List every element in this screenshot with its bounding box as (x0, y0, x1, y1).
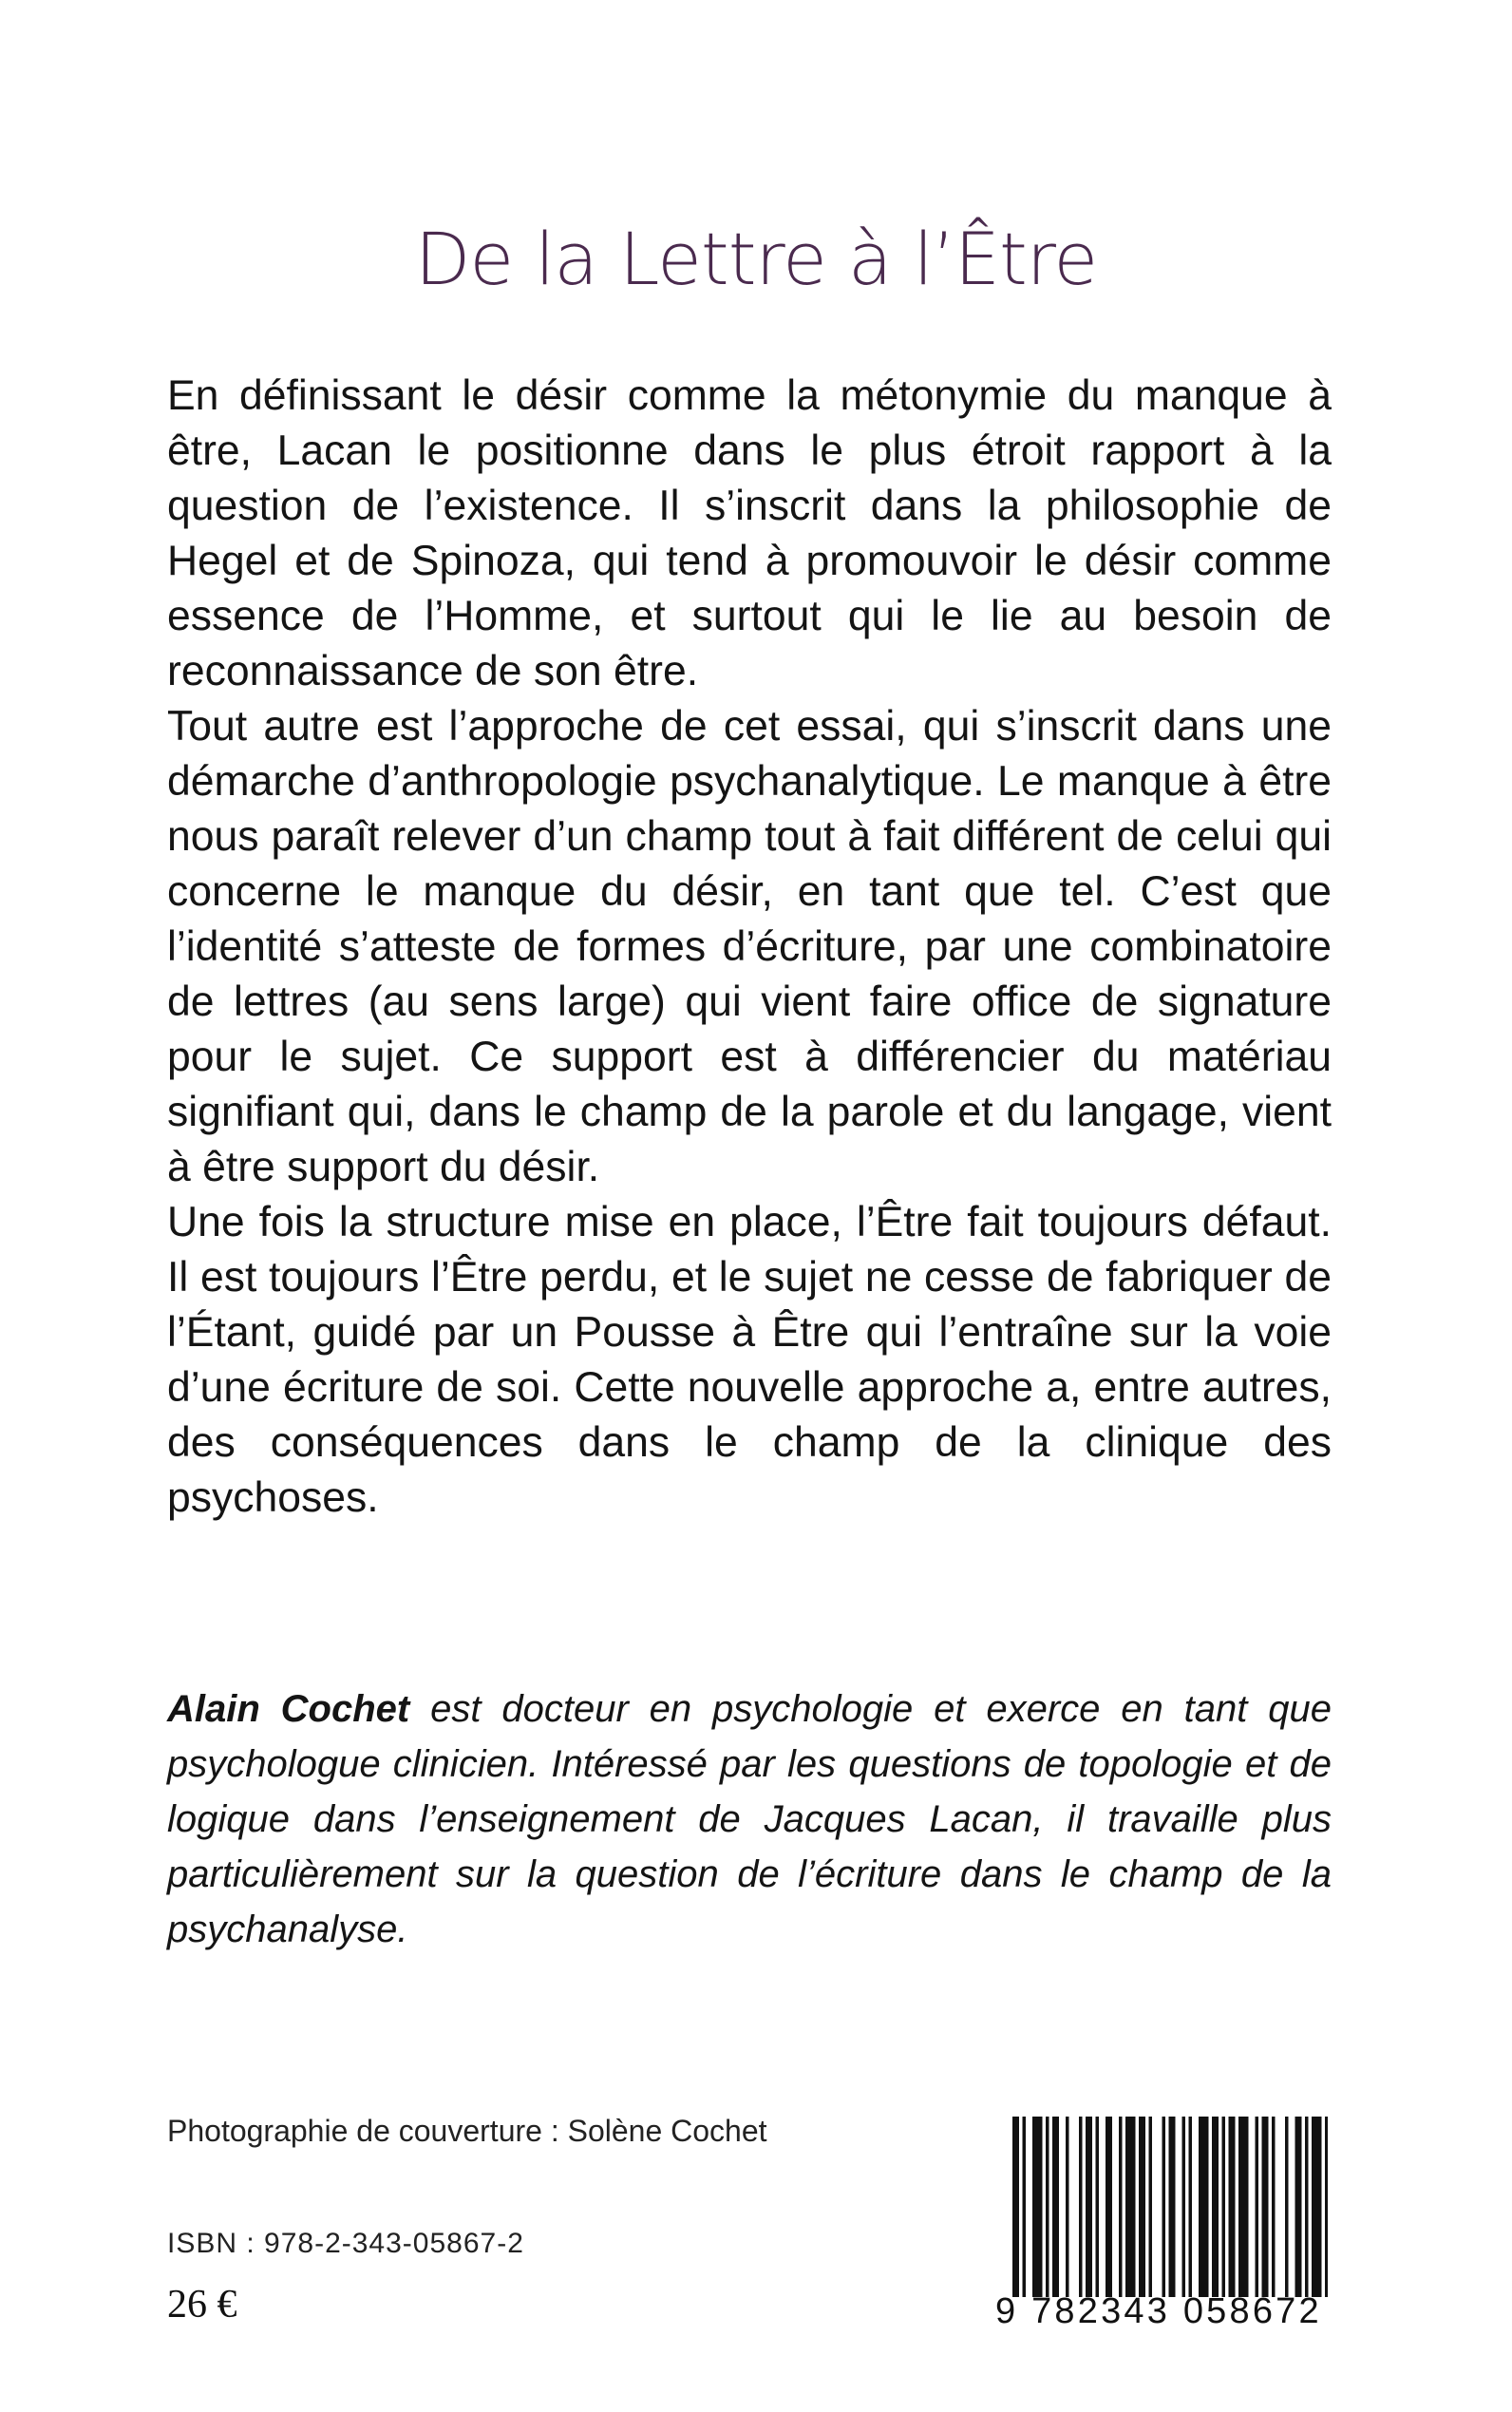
barcode-bar (1325, 2117, 1328, 2297)
book-title: De la Lettre à l’Être (414, 217, 1098, 301)
price: 26 € (167, 2283, 237, 2327)
author-name: Alain Cochet (167, 1688, 410, 1730)
barcode-bar (1079, 2117, 1083, 2297)
barcode-bar (1046, 2117, 1049, 2297)
author-bio-text: est docteur en psychologie et exerce en tant que psychologue clinicien. Intéressé par les questions de topologie et de logique dans l’enseignement de Jacques Lacan, il travaille plus particulièrement sur la question de l’écriture dans le champ de la psychanalyse. (167, 1688, 1332, 1950)
author-bio (167, 1681, 1332, 1957)
barcode-bar (1305, 2117, 1309, 2297)
barcode-bar (1149, 2117, 1153, 2297)
barcode-bar (1272, 2117, 1276, 2297)
barcode-bar (1086, 2117, 1092, 2297)
barcode-bar (1023, 2117, 1027, 2297)
barcode-bar (1012, 2117, 1019, 2297)
barcode-bar (1256, 2117, 1259, 2297)
isbn: ISBN : 978-2-343-05867-2 (167, 2228, 524, 2259)
barcode-bar (1189, 2117, 1193, 2297)
barcode-bar (1222, 2117, 1226, 2297)
barcode-bar (1139, 2117, 1145, 2297)
barcode-bar (1106, 2117, 1112, 2297)
barcode-bar (1312, 2117, 1322, 2297)
barcode-icon (1009, 2117, 1332, 2297)
barcode-bar (1238, 2117, 1249, 2297)
barcode-bar (1169, 2117, 1176, 2297)
barcode-bar (1295, 2117, 1302, 2297)
barcode-bar (1052, 2117, 1059, 2297)
barcode-bar (1162, 2117, 1166, 2297)
barcode-digits: 9 782343 058672 (995, 2291, 1322, 2331)
barcode-bar (1262, 2117, 1269, 2297)
summary-paragraph: Tout autre est l’approche de cet essai, qui s’inscrit dans une démarche d’anthropologie psychanalytique. Le manque à être nous paraît relever d’un champ tout à fait différent de celui qui concerne le manque du désir, en tant que tel. C’est que l’identité s’atteste de formes d’écriture, par une combinatoire de lettres (au sens large) qui vient faire office de signature pour le sujet. Ce support est à différencier du matériau signifiant qui, dans le champ de la parole et du langage, vient à être support du désir. (167, 703, 1332, 1190)
barcode-bar (1066, 2117, 1069, 2297)
barcode-bar (1229, 2117, 1236, 2297)
summary-paragraph: En définissant le désir comme la métonymie du manque à être, Lacan le positionne dans le plus étroit rapport à la question de l’existence. Il s’inscrit dans la philosophie de Hegel et de Spinoza, qui tend à promouvoir le désir comme essence de l’Homme, et surtout qui le lie au besoin de reconnaissance de son être. (167, 372, 1332, 694)
back-cover-summary (167, 369, 1332, 1526)
barcode-bar (1032, 2117, 1043, 2297)
barcode-bar (1182, 2117, 1186, 2297)
barcode-bar (1096, 2117, 1100, 2297)
barcode-bar (1285, 2117, 1289, 2297)
photo-credit: Photographie de couverture : Solène Cochet (167, 2114, 767, 2148)
barcode-bar (1119, 2117, 1123, 2297)
barcode-bar (1199, 2117, 1209, 2297)
barcode-bar (1125, 2117, 1136, 2297)
summary-paragraph: Une fois la structure mise en place, l’Être fait toujours défaut. Il est toujours l’Être perdu, et le sujet ne cesse de fabriquer de l’Étant, guidé par un Pousse à Être qui l’entraîne sur la voie d’une écriture de soi. Cette nouvelle approche a, entre autres, des conséquences dans le champ de la clinique des psychoses. (167, 1199, 1332, 1521)
barcode-bar (1212, 2117, 1219, 2297)
